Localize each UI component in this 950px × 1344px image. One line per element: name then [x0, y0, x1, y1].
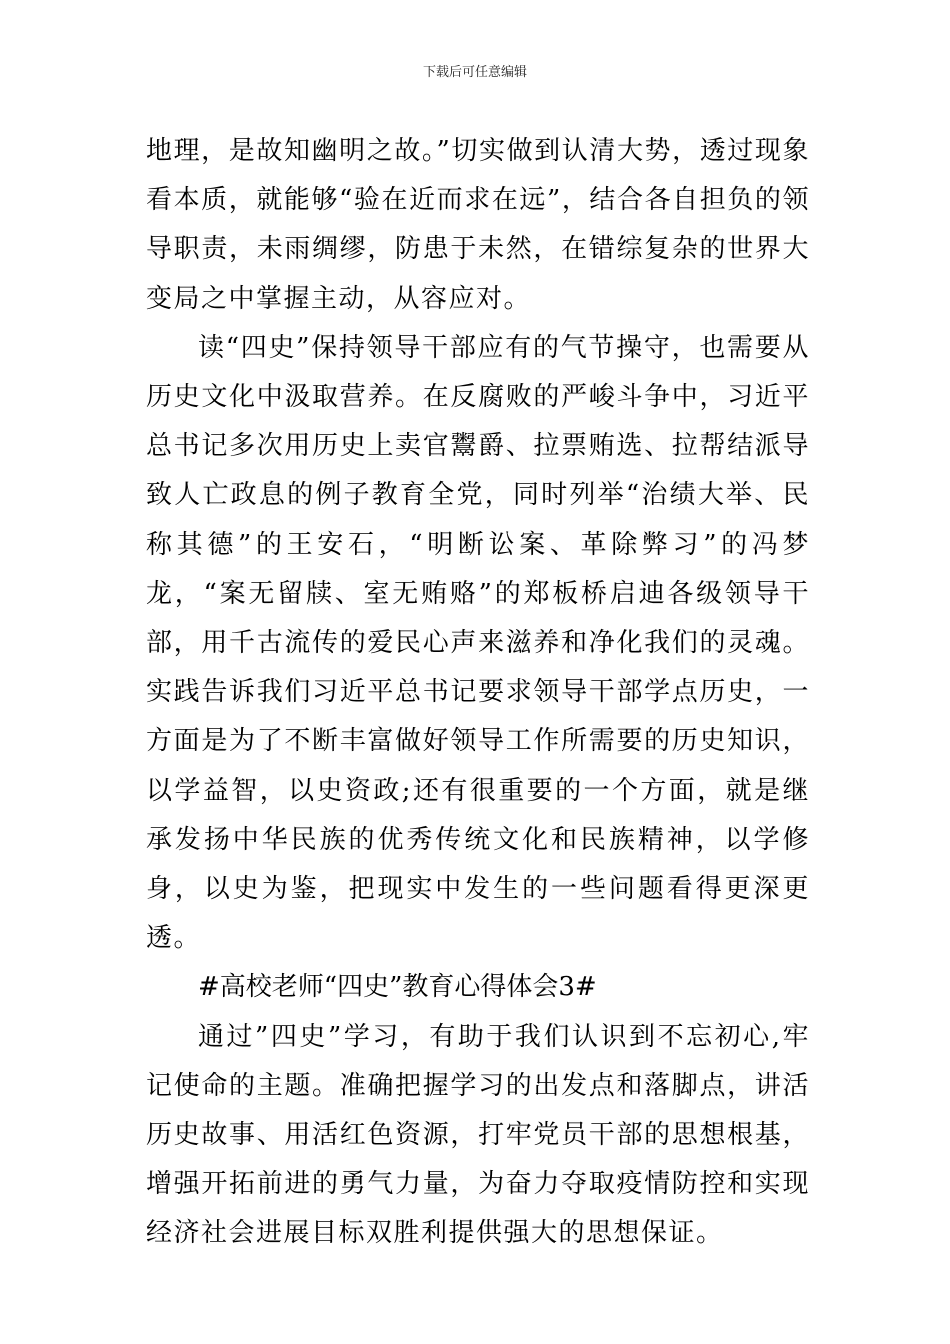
section-heading: #高校老师“四史”教育心得体会3#	[198, 972, 597, 1003]
page-header: 下载后可任意编辑	[422, 65, 527, 80]
paragraph: 读“四史”保持领导干部应有的气节操守，也需要从历史文化中汲取营养。在反腐败的严峻斗争中，习近平总书记多次用历史上卖官鬻爵、拉票贿选、拉帮结派导致人亡政息的例子教育全党，同时列举“治绩大举、民称其德”的王安石，“明断讼案、革除弊习”的冯梦龙，“案无留牍、室无贿赂”的郑板桥启迪各级领导干部，用千古流传的爱民心声来滋养和净化我们的灵魂。实践告诉我们习近平总书记要求领导干部学点历史，一方面是为了不断丰富做好领导工作所需要的历史知识，以学益智，以史资政;还有很重要的一个方面，就是继承发扬中华民族的优秀传统文化和民族精神，以学修身，以史为鉴，把现实中发生的一些问题看得更深更透。	[146, 332, 810, 954]
paragraph: 通过”四史”学习，有助于我们认识到不忘初心,牢记使命的主题。准确把握学习的出发点和落脚点，讲活历史故事、用活红色资源，打牢党员干部的思想根基，增强开拓前进的勇气力量，为奋力夺取疫情防控和实现经济社会进展目标双胜利提供强大的思想保证。	[146, 1021, 810, 1249]
document-body	[146, 127, 810, 1259]
paragraph-continued: 地理，是故知幽明之故。”切实做到认清大势，透过现象看本质，就能够“验在近而求在远”，结合各自担负的领导职责，未雨绸缪，防患于未然，在错综复杂的世界大变局之中掌握主动，从容应对。	[146, 136, 810, 314]
